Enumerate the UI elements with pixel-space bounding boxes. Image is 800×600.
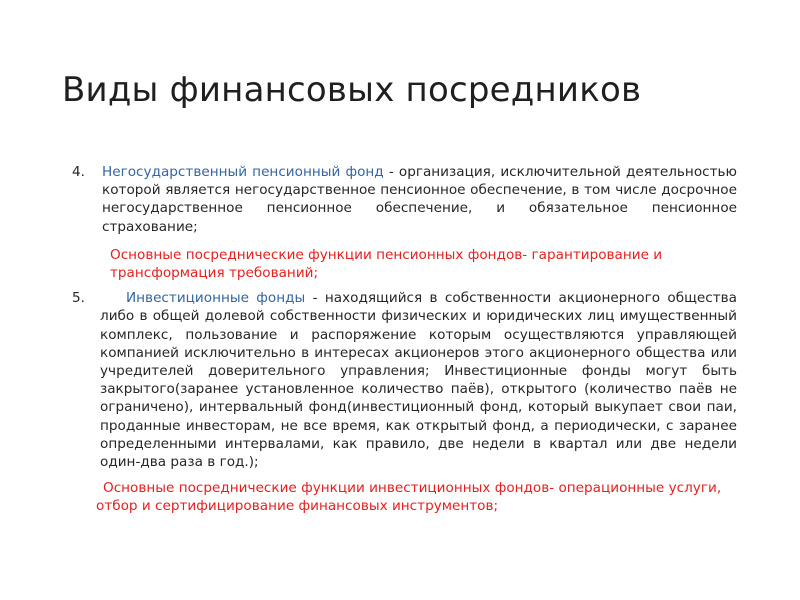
item-definition: - организация, исключительной деятельностью которой является негосударственное пенсионное обеспечение, в том числе досрочное негосударственное пенсионное обеспечение, и обязательное пенсионное страхование;: [102, 164, 737, 235]
slide-body: [72, 163, 737, 516]
list-item-4: [72, 163, 737, 236]
item-term: Негосударственный пенсионный фонд: [102, 164, 384, 180]
item-note-5: Основные посреднические функции инвестиционных фондов- операционные услуги, отбор и сертифицирование финансовых инструментов;: [96, 480, 722, 515]
slide-title: Виды финансовых посредников: [62, 70, 642, 110]
item-term: Инвестиционные фонды: [126, 290, 306, 307]
item-definition: - находящийся в собственности акционерного общества либо в общей долевой собственности физических и юридических лиц имущественный комплекс, пользование и распоряжение которым осуществляются управляющей компанией исключительно в интересах акционеров этого акционерного общества или учредителей доверительного управления; Инвестиционные фонды могут быть закрытого(заранее установленное количество паёв), открытого (количество паёв не ограничено), интервальный фонд(инвестиционный фонд, который выкупает свои паи, проданные инвесторам, не все время, как открытый фонд, а периодически, с заранее определенными интервалами, как правило, две недели в квартал или две недели один-два раза в год.);: [100, 290, 737, 471]
item-note-4: Основные посреднические функции пенсионных фондов- гарантирование и трансформация требований;: [110, 246, 663, 282]
item-number: 4.: [72, 164, 85, 180]
item-text: [102, 163, 737, 236]
item-number: 5.: [72, 290, 85, 307]
list-item-5: [72, 289, 737, 471]
item-text: [100, 289, 737, 471]
